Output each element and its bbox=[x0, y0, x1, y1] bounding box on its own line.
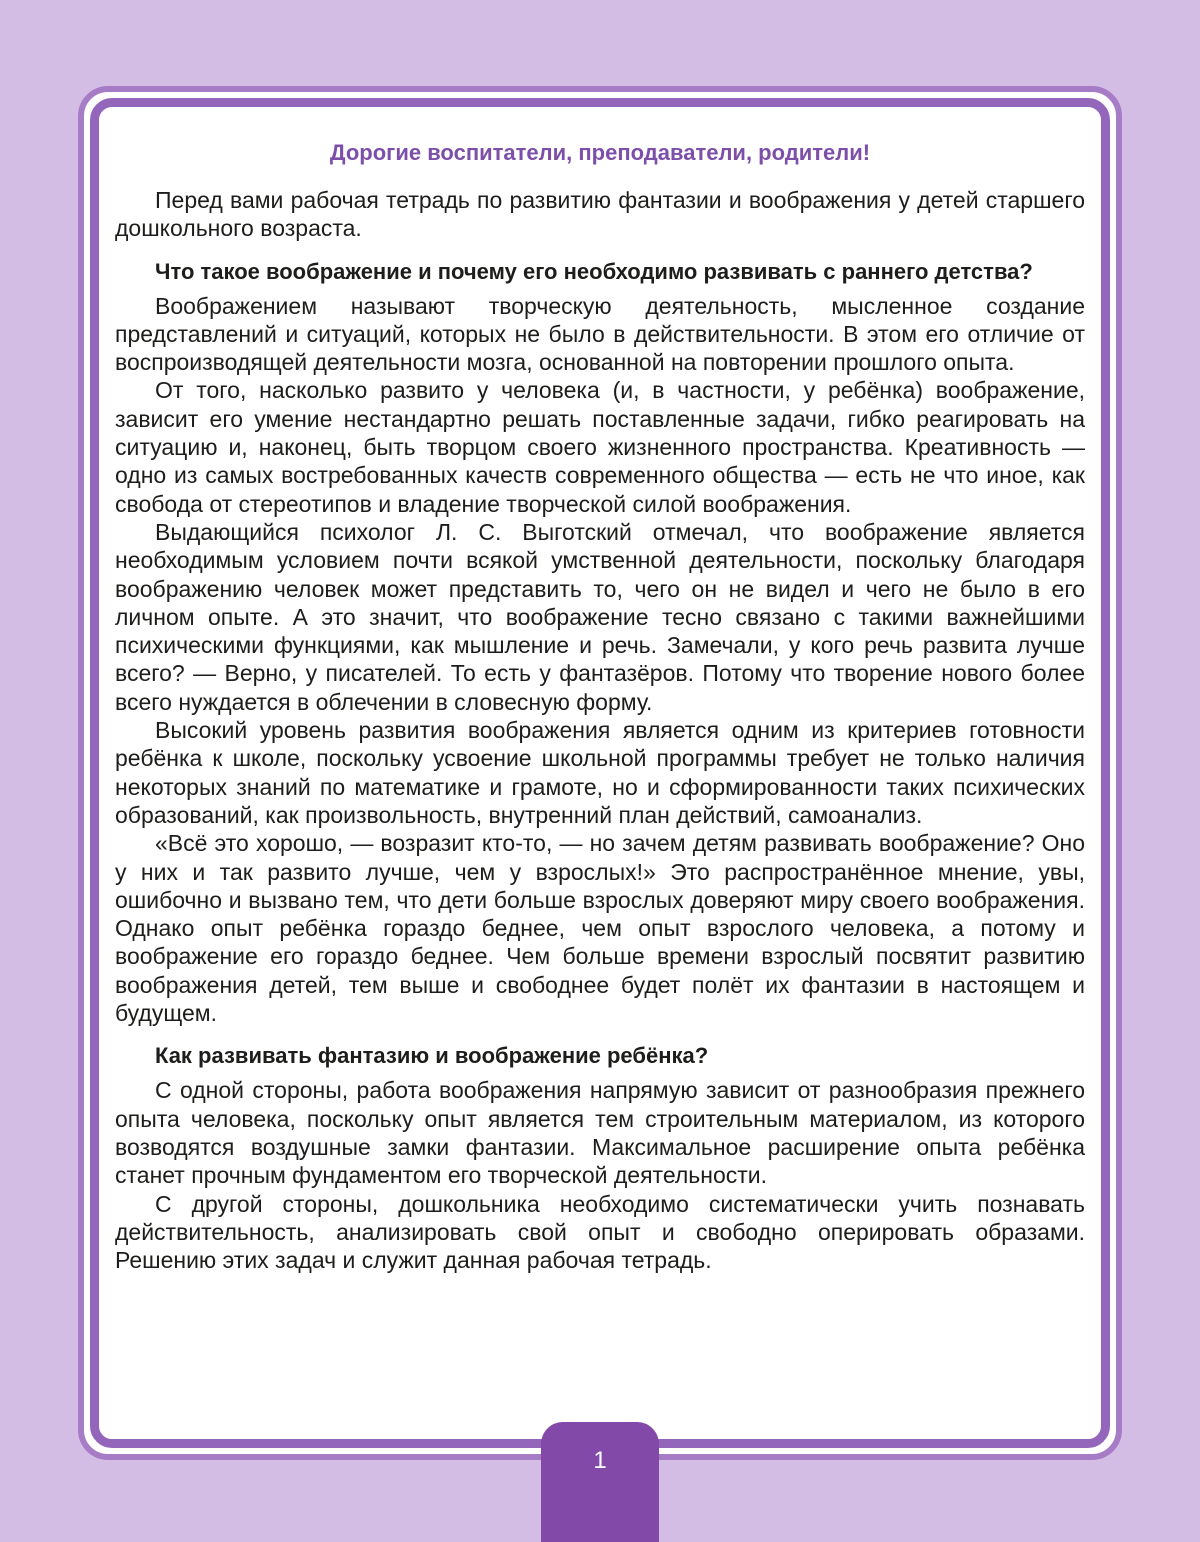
section1-paragraph: «Всё это хорошо, — возразит кто-то, — но зачем детям развивать воображение? Оно у них и так развито лучше, чем у взрослых!» Это распространённое мнение, увы, ошибочно и вызвано тем, что дети больше взрослых доверяют миру своего воображения. Однако опыт ребёнка гораздо беднее, чем опыт взрослого человека, а потому и воображение его гораздо беднее. Чем больше времени взрослый посвятит развитию воображения детей, тем выше и свободнее будет полёт их фантазии в настоящем и будущем. bbox=[115, 830, 1085, 1027]
section1-paragraph: Выдающийся психолог Л. С. Выготский отмечал, что воображение является необходимым условием почти всякой умственной деятельности, поскольку благодаря воображению человек может представить то, чего он не видел и чего не было в его личном опыте. А это значит, что воображение тесно связано с такими важнейшими психическими функциями, как мышление и речь. Замечали, у кого речь развита лучше всего? — Верно, у писателей. То есть у фантазёров. Потому что творение нового более всего нуждается в облечении в словесную форму. bbox=[115, 518, 1085, 715]
section1-title: Что такое воображение и почему его необходимо развивать с раннего детства? bbox=[155, 258, 1033, 284]
page-heading: Дорогие воспитатели, преподаватели, родители! bbox=[329, 140, 871, 165]
section2-title: Как развивать фантазию и воображение ребёнка? bbox=[155, 1043, 709, 1069]
section2-paragraph: С одной стороны, работа воображения напрямую зависит от разнообразия прежнего опыта человека, поскольку опыт является тем строительным материалом, из которого возводятся воздушные замки фантазии. Максимальное расширение опыта ребёнка станет прочным фундаментом его творческой деятельности. bbox=[115, 1077, 1085, 1189]
intro-paragraph: Перед вами рабочая тетрадь по развитию фантазии и воображения у детей старшего дошкольного возраста. bbox=[115, 187, 1085, 242]
page-number: 1 bbox=[593, 1447, 607, 1474]
page-content bbox=[115, 138, 1085, 1274]
page-number-tab bbox=[541, 1422, 659, 1542]
section2-paragraph: С другой стороны, дошкольника необходимо систематически учить познавать действительность, анализировать свой опыт и свободно оперировать образами. Решению этих задач и служит данная рабочая тетрадь. bbox=[115, 1190, 1085, 1274]
section1-paragraph: Высокий уровень развития воображения является одним из критериев готовности ребёнка к школе, поскольку усвоение школьной программы требует не только наличия некоторых знаний по математике и грамоте, но и сформированности таких психических образований, как произвольность, внутренний план действий, самоанализ. bbox=[115, 717, 1085, 828]
section1-paragraph: От того, насколько развито у человека (и, в частности, у ребёнка) воображение, зависит его умение нестандартно решать поставленные задачи, гибко реагировать на ситуацию и, наконец, быть творцом своего жизненного пространства. Креативность — одно из самых востребованных качеств современного общества — есть не что иное, как свобода от стереотипов и владение творческой силой воображения. bbox=[115, 377, 1085, 517]
section1-paragraph: Воображением называют творческую деятельность, мысленное создание представлений и ситуаций, которых не было в действительности. В этом его отличие от воспроизводящей деятельности мозга, основанной на повторении прошлого опыта. bbox=[115, 292, 1085, 376]
